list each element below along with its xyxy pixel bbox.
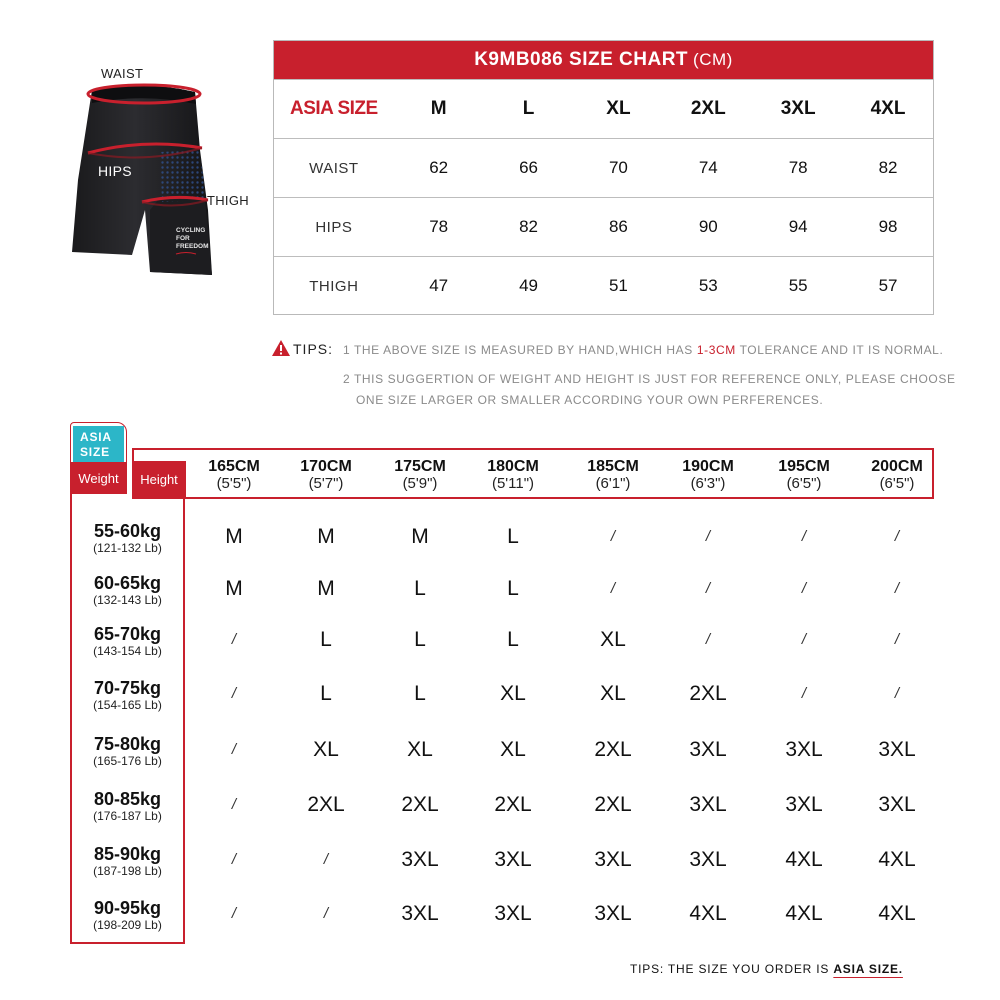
size-cell: L: [320, 628, 332, 651]
size-cell: 4XL: [785, 902, 823, 925]
size-cell: M: [225, 577, 243, 600]
size-cell: /: [894, 631, 900, 648]
size-cell: 2XL: [594, 793, 632, 816]
height-cm: 165CM: [208, 458, 260, 475]
size-header: 2XL: [690, 98, 726, 119]
height-ft: (5'9"): [402, 475, 438, 492]
size-cell: 2XL: [307, 793, 345, 816]
size-cell: /: [801, 528, 807, 545]
size-cell: XL: [600, 682, 626, 705]
size-chart-title-bar: [274, 41, 933, 79]
weight-lb: (176-187 Lb): [93, 809, 162, 823]
size-cell: 3XL: [878, 793, 916, 816]
size-cell: 2XL: [401, 793, 439, 816]
height-column-header: [187, 458, 281, 492]
tip-line-3: ONE SIZE LARGER OR SMALLER ACCORDING YOUR OWN PERFERENCES.: [356, 393, 824, 407]
weight-row-header: [72, 844, 183, 878]
weight-row-header: [72, 789, 183, 823]
height-column-header: [661, 458, 755, 492]
table-cell: 98: [878, 217, 898, 236]
height-ft: (5'5"): [216, 475, 252, 492]
height-cm: 190CM: [682, 458, 734, 475]
size-cell: 3XL: [401, 902, 439, 925]
svg-text:FREEDOM: FREEDOM: [176, 243, 209, 250]
size-cell: /: [894, 685, 900, 702]
size-cell: L: [320, 682, 332, 705]
size-cell: /: [231, 741, 237, 758]
size-cell: /: [705, 580, 711, 597]
tip-line-2: 2 THIS SUGGERTION OF WEIGHT AND HEIGHT IS JUST FOR REFERENCE ONLY, PLEASE CHOOSE: [343, 372, 956, 386]
size-cell: XL: [313, 738, 339, 761]
height-header: Height: [132, 461, 186, 497]
size-cell: 4XL: [878, 902, 916, 925]
size-cell: M: [411, 525, 429, 548]
thigh-label: THIGH: [207, 193, 249, 208]
table-row: [274, 256, 933, 315]
tip-line-1: [343, 343, 943, 357]
height-ft: (6'1"): [595, 475, 631, 492]
table-cell: 70: [608, 158, 628, 177]
size-cell: L: [507, 577, 519, 600]
weight-kg: 75-80kg: [93, 734, 162, 754]
svg-text:FOR: FOR: [176, 235, 190, 242]
table-cell: 55: [788, 276, 808, 295]
size-cell: M: [225, 525, 243, 548]
height-ft: (6'3"): [690, 475, 726, 492]
table-row: [274, 138, 933, 197]
size-header: L: [522, 98, 535, 119]
weight-kg: 85-90kg: [93, 844, 162, 864]
size-cell: XL: [500, 682, 526, 705]
weight-lb: (121-132 Lb): [93, 541, 162, 555]
table-cell: 94: [788, 217, 808, 236]
size-cell: L: [414, 628, 426, 651]
waist-label: WAIST: [101, 66, 144, 81]
badge-text: ASIA: [80, 430, 112, 444]
size-cell: 3XL: [689, 738, 727, 761]
row-label: THIGH: [309, 277, 359, 295]
table-cell: 53: [698, 276, 718, 295]
size-cell: 3XL: [689, 848, 727, 871]
table-cell: 62: [429, 158, 449, 177]
height-cm: 175CM: [394, 458, 446, 475]
hips-label: HIPS: [98, 163, 132, 179]
size-cell: /: [231, 905, 237, 922]
size-cell: /: [705, 631, 711, 648]
tolerance-value: 1-3CM: [696, 343, 736, 357]
table-cell: 78: [429, 217, 449, 236]
warning-icon: [271, 339, 291, 357]
size-cell: 2XL: [689, 682, 727, 705]
height-column-header: [566, 458, 660, 492]
height-cm: 170CM: [300, 458, 352, 475]
tip-text: TOLERANCE AND IT IS NORMAL.: [735, 343, 944, 357]
size-cell: 4XL: [878, 848, 916, 871]
size-cell: 2XL: [494, 793, 532, 816]
weight-lb: (165-176 Lb): [93, 754, 162, 768]
size-cell: /: [231, 851, 237, 868]
size-cell: 3XL: [494, 848, 532, 871]
size-cell: 4XL: [689, 902, 727, 925]
weight-row-header: [72, 734, 183, 768]
size-cell: 4XL: [785, 848, 823, 871]
size-cell: 3XL: [878, 738, 916, 761]
size-header: 3XL: [780, 98, 816, 119]
weight-header: Weight: [70, 462, 127, 494]
height-cm: 195CM: [778, 458, 830, 475]
cycling-shorts-image: [50, 60, 270, 290]
footer-tip-emphasis: ASIA SIZE.: [833, 962, 903, 976]
size-cell: M: [317, 525, 335, 548]
size-cell: M: [317, 577, 335, 600]
table-cell: 82: [878, 158, 898, 177]
footer-tip-text: TIPS: THE SIZE YOU ORDER IS: [630, 962, 834, 976]
weight-kg: 90-95kg: [93, 898, 162, 918]
size-cell: /: [323, 851, 329, 868]
weight-lb: (143-154 Lb): [93, 644, 162, 658]
size-cell: /: [894, 580, 900, 597]
height-column-header: [373, 458, 467, 492]
weight-lb: (187-198 Lb): [93, 864, 162, 878]
size-chart-table: [273, 40, 934, 315]
size-cell: L: [414, 682, 426, 705]
size-header: XL: [606, 98, 631, 119]
size-cell: /: [610, 528, 616, 545]
size-cell: /: [323, 905, 329, 922]
table-cell: 74: [698, 158, 718, 177]
weight-lb: (198-209 Lb): [93, 918, 162, 932]
tips-label: TIPS:: [293, 341, 334, 357]
table-cell: 90: [698, 217, 718, 236]
size-cell: XL: [500, 738, 526, 761]
height-column-header: [757, 458, 851, 492]
size-cell: 3XL: [401, 848, 439, 871]
size-cell: L: [414, 577, 426, 600]
weight-row-header: [72, 521, 183, 555]
height-ft: (6'5"): [786, 475, 822, 492]
size-cell: /: [705, 528, 711, 545]
height-column-header: [279, 458, 373, 492]
size-cell: /: [894, 528, 900, 545]
height-ft: (5'7"): [308, 475, 344, 492]
weight-lb: (154-165 Lb): [93, 698, 162, 712]
height-cm: 180CM: [487, 458, 539, 475]
weight-kg: 80-85kg: [93, 789, 162, 809]
size-cell: /: [801, 685, 807, 702]
asia-size-header: ASIA SIZE: [290, 98, 378, 119]
height-cm: 185CM: [587, 458, 639, 475]
size-cell: /: [231, 796, 237, 813]
size-cell: 3XL: [494, 902, 532, 925]
size-cell: /: [610, 580, 616, 597]
size-cell: XL: [600, 628, 626, 651]
row-label: HIPS: [315, 218, 353, 236]
table-cell: 66: [519, 158, 538, 177]
shorts-illustration: [50, 60, 270, 290]
table-cell: 78: [788, 158, 808, 177]
weight-row-header: [72, 624, 183, 658]
height-ft: (6'5"): [879, 475, 915, 492]
svg-text:CYCLING: CYCLING: [176, 227, 206, 234]
height-ft: (5'11"): [491, 475, 535, 492]
size-cell: /: [231, 685, 237, 702]
weight-kg: 65-70kg: [93, 624, 162, 644]
asia-size-badge: [73, 426, 124, 462]
weight-row-header: [72, 573, 183, 607]
badge-text: SIZE: [80, 445, 110, 459]
size-cell: 3XL: [785, 738, 823, 761]
size-cell: 3XL: [594, 902, 632, 925]
weight-kg: 55-60kg: [93, 521, 162, 541]
table-row: [274, 197, 933, 256]
size-cell: L: [507, 628, 519, 651]
weight-kg: 60-65kg: [93, 573, 162, 593]
weight-row-header: [72, 678, 183, 712]
size-cell: XL: [407, 738, 433, 761]
table-cell: 51: [608, 276, 628, 295]
size-chart-header-row: [274, 79, 933, 138]
size-cell: 2XL: [594, 738, 632, 761]
size-header: 4XL: [870, 98, 906, 119]
tip-text: 1 THE ABOVE SIZE IS MEASURED BY HAND,WHICH HAS: [343, 343, 697, 357]
height-column-header: [466, 458, 560, 492]
footer-tip: [630, 962, 903, 976]
size-header: M: [430, 98, 447, 119]
weight-kg: 70-75kg: [93, 678, 162, 698]
height-column-header: [850, 458, 944, 492]
table-cell: 82: [519, 217, 538, 236]
table-cell: 49: [519, 276, 538, 295]
row-label: WAIST: [309, 159, 359, 177]
size-cell: L: [507, 525, 519, 548]
table-cell: 86: [608, 217, 628, 236]
table-cell: 47: [429, 276, 449, 295]
weight-lb: (132-143 Lb): [93, 593, 162, 607]
height-cm: 200CM: [871, 458, 923, 475]
size-chart-title: K9MB086 SIZE CHART: [474, 49, 689, 70]
size-cell: /: [231, 631, 237, 648]
size-cell: 3XL: [594, 848, 632, 871]
size-cell: /: [801, 580, 807, 597]
size-cell: /: [801, 631, 807, 648]
size-cell: 3XL: [689, 793, 727, 816]
weight-row-header: [72, 898, 183, 932]
size-chart-unit: (CM): [693, 50, 733, 69]
table-cell: 57: [878, 276, 898, 295]
size-cell: 3XL: [785, 793, 823, 816]
